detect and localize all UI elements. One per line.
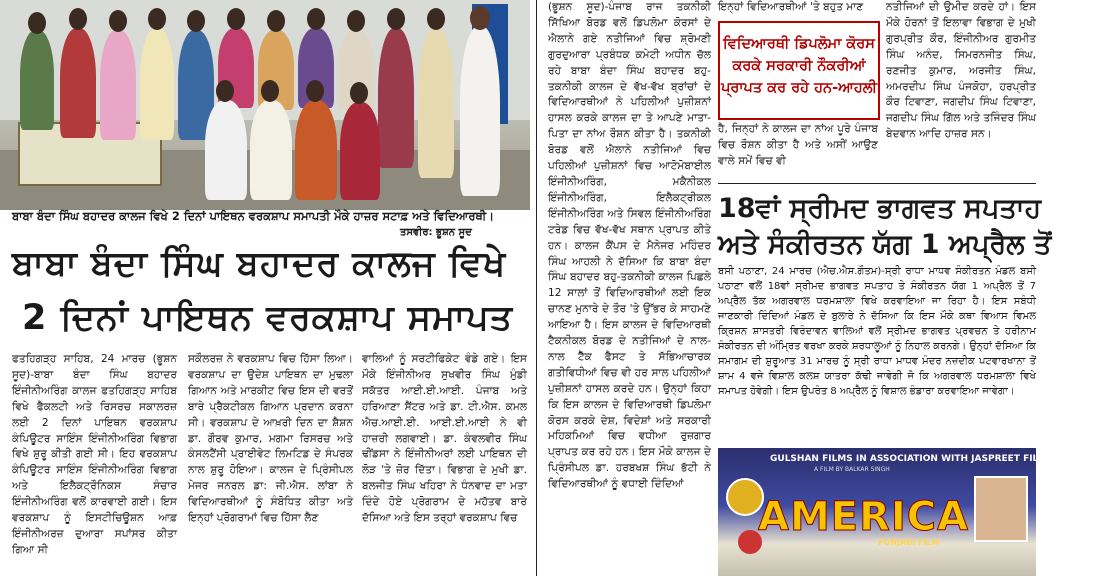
pull-quote-line1: ਵਿਦਿਆਰਥੀ ਡਿਪਲੋਮਾ ਕੋਰਸ bbox=[723, 36, 875, 52]
film-advertisement bbox=[718, 448, 1109, 576]
main-headline-line1: ਬਾਬਾ ਬੰਦਾ ਸਿੰਘ ਬਹਾਦਰ ਕਾਲਜ ਵਿਖੇ bbox=[12, 244, 507, 284]
diploma-article-col-b-top: ਇਨ੍ਹਾਂ ਵਿਦਿਆਰਥੀਆਂ 'ਤੇ ਬਹੁਤ ਮਾਣ bbox=[718, 1, 864, 13]
ad-title: AMERICA bbox=[758, 494, 970, 540]
main-headline-line2: 2 ਦਿਨਾਂ ਪਾਇਥਨ ਵਰਕਸ਼ਾਪ ਸਮਾਪਤ bbox=[22, 298, 514, 338]
main-article-col3: ਵਾਲਿਆਂ ਨੂੰ ਸਰਟੀਫਿਕੇਟ ਵੰਡੇ ਗਏ। ਇਸ ਮੌਕੇ ਇੰਜੀਨੀਅਰ ਸੁਖਵੀਰ ਸਿੰਘ ਮੁੰਡੀ ਸਕੱਤਰ ਆਈ.ਈ.ਆਈ. ਪੰਜਾਬ ਅਤੇ ਹਰਿਆਣਾ ਸੈਂਟਰ ਅਤੇ ਡਾ. ਟੀ.ਐਸ. ਕਮਲ ਐਚ.ਆਈ.ਈ. ਆਈ.ਈ.ਆਈ ਨੇ ਵੀ ਹਾਜ਼ਰੀ ਲਗਵਾਈ। ਡਾ. ਕੰਵਲਵੀਰ ਸਿੰਘ ਢੀਂਡਸਾ ਨੇ ਇੰਜੀਨੀਅਰਾਂ ਲਈ ਪਾਇਥਨ ਦੀ ਲੋੜ 'ਤੇ ਜ਼ੋਰ ਦਿੱਤਾ। ਵਿਭਾਗ ਦੇ ਮੁਖੀ ਡਾ. ਬਲਜੀਤ ਸਿੰਘ ਖਹਿਰਾ ਨੇ ਧੰਨਵਾਦ ਦਾ ਮਤਾ ਦਿੰਦੇ ਹੋਏ ਪ੍ਰੋਗਰਾਮ ਦੇ ਮਹੱਤਵ ਬਾਰੇ ਦੱਸਿਆ ਅਤੇ ਇਸ ਤਰ੍ਹਾਂ ਵਰਕਸ਼ਾਪ ਵਿਚ bbox=[362, 353, 527, 525]
pull-quote-line2: ਕਰਕੇ ਸਰਕਾਰੀ ਨੌਕਰੀਆਂ bbox=[732, 58, 866, 74]
ad-portrait bbox=[974, 476, 1028, 542]
ad-top-line: GULSHAN FILMS IN ASSOCIATION WITH JASPREET FILMS PRESENTS bbox=[770, 454, 1109, 464]
column-divider bbox=[536, 0, 537, 576]
section-divider bbox=[718, 183, 1036, 184]
diploma-article-col-a: (ਭੂਸ਼ਨ ਸੂਦ)-ਪੰਜਾਬ ਰਾਜ ਤਕਨੀਕੀ ਸਿੱਖਿਆ ਬੋਰਡ ਵਲੋਂ ਡਿਪਲੋਮਾ ਕੋਰਸਾਂ ਦੇ ਐਲਾਨੇ ਗਏ ਨਤੀਜਿਆਂ ਵਿਚ ਸ਼੍ਰੋਮਣੀ ਗੁਰਦੁਆਰਾ ਪ੍ਰਬੰਧਕ ਕਮੇਟੀ ਅਧੀਨ ਚੱਲ ਰਹੇ ਬਾਬਾ ਬੰਦਾ ਸਿੰਘ ਬਹਾਦਰ ਬਹੁ-ਤਕਨੀਕੀ ਕਾਲਜ ਦੇ ਵੱਖ-ਵੱਖ ਬ੍ਰਾਂਚਾਂ ਦੇ ਵਿਦਿਆਰਥੀਆਂ ਨੇ ਪਹਿਲੀਆਂ ਪੁਜ਼ੀਸ਼ਨਾਂ ਹਾਸਲ ਕਰਕੇ ਕਾਲਜ ਦਾ ਤੇ ਆਪਣੇ ਮਾਤਾ-ਪਿਤਾ ਦਾ ਨਾਂਅ ਰੌਸ਼ਨ ਕੀਤਾ ਹੈ। ਤਕਨੀਕੀ ਬੋਰਡ ਵਲੋਂ ਐਲਾਨੇ ਨਤੀਜਿਆਂ ਵਿਚ ਪਹਿਲੀਆਂ ਪੁਜ਼ੀਸ਼ਨਾਂ ਵਿਚ ਆਟੋਮੋਬਾਈਲ ਇੰਜੀਨੀਅਰਿੰਗ, ਮਕੈਨੀਕਲ ਇੰਜੀਨੀਅਰਿੰਗ, ਇਲੈਕਟ੍ਰੀਕਲ ਇੰਜੀਨੀਅਰਿੰਗ ਅਤੇ ਸਿਵਲ ਇੰਜੀਨੀਅਰਿੰਗ ਟਰੇਡ ਵਿਚ ਵੱਖ-ਵੱਖ ਸਥਾਨ ਪ੍ਰਾਪਤ ਕੀਤੇ ਹਨ। ਕਾਲਜ ਕੈਂਪਸ ਦੇ ਮੈਨੇਜਰ ਮਹਿੰਦਰ ਸਿੰਘ ਆਹਲੀ ਨੇ ਦੱਸਿਆ ਕਿ ਬਾਬਾ ਬੰਦਾ ਸਿੰਘ ਬਹਾਦਰ ਬਹੁ-ਤਕਨੀਕੀ ਕਾਲਜ ਪਿਛਲੇ 12 ਸਾਲਾਂ ਤੋਂ ਵਿਦਿਆਰਥੀਆਂ ਲਈ ਇਕ ਚਾਨਣ ਮੁਨਾਰੇ ਦੇ ਤੌਰ 'ਤੇ ਉੱਭਰ ਕੇ ਸਾਹਮਣੇ ਆਇਆ ਹੈ। ਇਸ ਕਾਲਜ ਦੇ ਵਿਦਿਆਰਥੀ ਟੈਕਨੀਕਲ ਬੋਰਡ ਦੇ ਨਤੀਜਿਆਂ ਦੇ ਨਾਲ-ਨਾਲ ਟੈੱਕ ਫੈਸਟ ਤੇ ਸੱਭਿਆਚਾਰਕ ਗਤੀਵਿਧੀਆਂ ਵਿਚ ਵੀ ਹਰ ਸਾਲ ਪਹਿਲੀਆਂ ਪੁਜ਼ੀਸ਼ਨਾਂ ਹਾਸਲ ਕਰਦੇ ਹਨ। ਉਨ੍ਹਾਂ ਕਿਹਾ ਕਿ ਇਸ ਕਾਲਜ ਦੇ ਵਿਦਿਆਰਥੀ ਡਿਪਲੋਮਾ ਕੋਰਸ ਕਰਕੇ ਦੇਸ਼, ਵਿਦੇਸ਼ਾਂ ਅਤੇ ਸਰਕਾਰੀ ਮਹਿਕਮਿਆਂ ਵਿਚ ਵਧੀਆ ਰੁਜ਼ਗਾਰ ਪ੍ਰਾਪਤ ਕਰ ਰਹੇ ਹਨ। ਇਸ ਮੌਕੇ ਕਾਲਜ ਦੇ ਪ੍ਰਿੰਸੀਪਲ ਡਾ. ਹਰਬਖਸ਼ ਸਿੰਘ ਭੱਟੀ ਨੇ ਵਿਦਿਆਰਥੀਆਂ ਨੂੰ ਵਧਾਈ ਦਿੰਦਿਆਂ bbox=[548, 1, 711, 491]
bhagwat-headline-line2: ਅਤੇ ਸੰਕੀਰਤਨ ਯੱਗ 1 ਅਪ੍ਰੈਲ ਤੋਂ bbox=[718, 229, 1052, 260]
pull-quote-line3: ਪ੍ਰਾਪਤ ਕਰ ਰਹੇ ਹਨ-ਆਹਲੀ bbox=[721, 80, 877, 96]
photo-caption: ਬਾਬਾ ਬੰਦਾ ਸਿੰਘ ਬਹਾਦਰ ਕਾਲਜ ਵਿਖੇ 2 ਦਿਨਾਂ ਪਾਇਥਨ ਵਰਕਸ਼ਾਪ ਸਮਾਪਤੀ ਮੌਕੇ ਹਾਜ਼ਰ ਸਟਾਫ਼ ਅਤੇ ਵਿਦਿਆਰਥੀ। bbox=[12, 209, 494, 223]
ad-subtitle: PUNJABI FILM bbox=[878, 538, 940, 547]
diploma-article-col-c: ਨਤੀਜਿਆਂ ਦੀ ਉਮੀਦ ਕਰਦੇ ਹਾਂ। ਇਸ ਮੌਕੇ ਹੋਰਨਾਂ ਤੋਂ ਇਲਾਵਾ ਵਿਭਾਗ ਦੇ ਮੁਖੀ ਗੁਰਪ੍ਰੀਤ ਕੌਰ, ਇੰਜੀਨੀਅਰ ਗੁਰਮੀਤ ਸਿੰਘ ਅਨੰਦ, ਸਿਮਰਨਜੀਤ ਸਿੰਘ, ਰਣਜੀਤ ਕੁਮਾਰ, ਅਰਜੀਤ ਸਿੰਘ, ਅਮਰਦੀਪ ਸਿੰਘ ਪੰਜਕੋਹਾ, ਹਰਪ੍ਰੀਤ ਕੌਰ ਟਿਵਾਣਾ, ਜਗਦੀਪ ਸਿੰਘ ਟਿਵਾਣਾ, ਜਗਦੀਪ ਸਿੰਘ ਗਿੱਲ ਅਤੇ ਤਜਿੰਦਰ ਸਿੰਘ ਬੇਦਵਾਨ ਆਦਿ ਹਾਜ਼ਰ ਸਨ। bbox=[886, 1, 1036, 141]
pull-quote-box bbox=[718, 21, 880, 120]
main-article-col2: ਸਕੌਲਰਜ਼ ਨੇ ਵਰਕਸ਼ਾਪ ਵਿਚ ਹਿੱਸਾ ਲਿਆ। ਵਰਕਸ਼ਾਪ ਦਾ ਉਦੇਸ਼ ਪਾਇਥਨ ਦਾ ਮੁਢਲਾ ਗਿਆਨ ਅਤੇ ਮਾਰਕੀਟ ਵਿਚ ਇਸ ਦੀ ਵਰਤੋਂ ਬਾਰੇ ਪ੍ਰੈਕਟੀਕਲ ਗਿਆਨ ਪ੍ਰਦਾਨ ਕਰਨਾ ਸੀ। ਵਰਕਸ਼ਾਪ ਦੇ ਆਖ਼ਰੀ ਦਿਨ ਦਾ ਸ਼ੈਸ਼ਨ ਡਾ. ਗੌਰਵ ਕੁਮਾਰ, ਮਗਮਾ ਰਿਸਰਚ ਅਤੇ ਕੰਸਲਟੈਂਸੀ ਪ੍ਰਾਈਵੇਟ ਲਿਮਟਿਡ ਦੇ ਸੰਪਰਕ ਨਾਲ ਸ਼ੁਰੂ ਹੋਇਆ। ਕਾਲਜ ਦੇ ਪ੍ਰਿੰਸੀਪਲ ਮੇਜਰ ਜਨਰਲ ਡਾ: ਜੀ.ਐਸ. ਲਾਂਬਾ ਨੇ ਵਿਦਿਆਰਥੀਆਂ ਨੂੰ ਸੰਬੋਧਿਤ ਕੀਤਾ ਅਤੇ ਇਨ੍ਹਾਂ ਪ੍ਰੋਗਰਾਮਾਂ ਵਿਚ ਹਿੱਸਾ ਲੈਣ bbox=[188, 353, 353, 525]
group-photo bbox=[0, 0, 530, 210]
ad-small-line: A FILM BY BALKAR SINGH bbox=[814, 466, 890, 473]
main-article-col1: ਫਤਹਿਗੜ੍ਹ ਸਾਹਿਬ, 24 ਮਾਰਚ (ਭੂਸ਼ਨ ਸੂਦ)-ਬਾਬਾ ਬੰਦਾ ਸਿੰਘ ਬਹਾਦਰ ਇੰਜੀਨੀਅਰਿੰਗ ਕਾਲਜ ਫਤਹਿਗੜ੍ਹ ਸਾਹਿਬ ਵਿਖੇ ਫੈਕਲਟੀ ਅਤੇ ਰਿਸਰਚ ਸਕਾਲਰਜ਼ ਲਈ 2 ਦਿਨਾਂ ਪਾਇਥਨ ਵਰਕਸ਼ਾਪ ਕੰਪਿਊਟਰ ਸਾਇੰਸ ਇੰਜੀਨੀਅਰਿੰਗ ਵਿਭਾਗ ਵਿਖੇ ਸ਼ੁਰੂ ਕੀਤੀ ਗਈ ਸੀ। ਇਹ ਵਰਕਸ਼ਾਪ ਕੰਪਿਊਟਰ ਸਾਇੰਸ ਇੰਜੀਨੀਅਰਿੰਗ ਵਿਭਾਗ ਅਤੇ ਇਲੈਕਟ੍ਰੌਨਿਕਸ ਸੰਚਾਰ ਇੰਜੀਨੀਅਰਿੰਗ ਵਲੋਂ ਕਾਰਵਾਈ ਗਈ। ਇਸ ਵਰਕਸ਼ਾਪ ਨੂੰ ਇਸਟੀਚਿਊਸ਼ਨ ਆਫ਼ ਇੰਜੀਨੀਅਰਜ਼ ਦੁਆਰਾ ਸਪਾਂਸਰ ਕੀਤਾ ਗਿਆ ਸੀ bbox=[12, 353, 177, 556]
diploma-article-col-b-under: ਹੈ, ਜਿਨ੍ਹਾਂ ਨੇ ਕਾਲਜ ਦਾ ਨਾਂਅ ਪੂਰੇ ਪੰਜਾਬ ਵਿਚ ਰੌਸ਼ਨ ਕੀਤਾ ਹੈ ਅਤੇ ਅਸੀਂ ਆਉਣ ਵਾਲੇ ਸਮੇਂ ਵਿਚ ਵੀ bbox=[718, 123, 878, 167]
bhagwat-article-body: ਬਸੀ ਪਠਾਣਾ, 24 ਮਾਰਚ (ਐਚ.ਐਸ.ਗੌਤਮ)-ਸ੍ਰੀ ਰਾਧਾ ਮਾਧਵ ਸੰਕੀਰਤਨ ਮੰਡਲ ਬਸੀ ਪਠਾਣਾ ਵਲੋਂ 18ਵਾਂ ਸ੍ਰੀਮਦ ਭਾਗਵਤ ਸਪਤਾਹ ਤੇ ਸੰਕੀਰਤਨ ਯੱਗ 1 ਅਪ੍ਰੈਲ ਤੋਂ 7 ਅਪ੍ਰੈਲ ਤੱਕ ਅਗਰਵਾਲ ਧਰਮਸ਼ਾਲਾ ਵਿਖੇ ਕਰਵਾਇਆ ਜਾ ਰਿਹਾ ਹੈ। ਇਸ ਸਬੰਧੀ ਜਾਣਕਾਰੀ ਦਿੰਦਿਆਂ ਮੰਡਲ ਦੇ ਬੁਲਾਰੇ ਨੇ ਦੱਸਿਆ ਕਿ ਇਸ ਮੌਕੇ ਕਥਾ ਵਿਆਸ ਵਿਮਲ ਕ੍ਰਿਸ਼ਨ ਸ਼ਾਸਤਰੀ ਵਿਰੰਦਾਵਨ ਵਾਲਿਆਂ ਵਲੋਂ ਸ੍ਰੀਮਦ ਭਾਗਵਤ ਪ੍ਰਵਚਨ ਤੇ ਹਰੀਨਾਮ ਸੰਕੀਰਤਨ ਦੀ ਅੰਮ੍ਰਿਤ ਵਰਖਾ ਕਰਕੇ ਸ਼ਰਧਾਲੂਆਂ ਨੂੰ ਨਿਹਾਲ ਕਰਨਗੇ। ਉਨ੍ਹਾਂ ਦੱਸਿਆ ਕਿ ਸਮਾਗਮ ਦੀ ਸ਼ੁਰੂਆਤ 31 ਮਾਰਚ ਨੂੰ ਸ੍ਰੀ ਰਾਧਾ ਮਾਧਵ ਮੰਦਰ ਨਜ਼ਦੀਕ ਪਟਵਾਰਖਾਨਾ ਤੋਂ ਸ਼ਾਮ 4 ਵਜੇ ਵਿਸ਼ਾਲ ਕਲਸ਼ ਯਾਤਰਾ ਕੱਢੀ ਜਾਵੇਗੀ ਜੋ ਕਿ ਅਗਰਵਾਲ ਧਰਮਸ਼ਾਲਾ ਵਿਖੇ ਸਮਾਪਤ ਹੋਵੇਗੀ। ਇਸ ਉਪਰੰਤ 8 ਅਪ੍ਰੈਲ ਨੂੰ ਵਿਸ਼ਾਲ ਭੰਡਾਰਾ ਕਰਵਾਇਆ ਜਾਵੇਗਾ। bbox=[718, 266, 1036, 397]
bhagwat-headline-line1: 18ਵਾਂ ਸ੍ਰੀਮਦ ਭਾਗਵਤ ਸਪਤਾਹ bbox=[718, 193, 1042, 224]
photo-credit: ਤਸਵੀਰ: ਭੂਸ਼ਨ ਸੂਦ bbox=[400, 227, 472, 238]
